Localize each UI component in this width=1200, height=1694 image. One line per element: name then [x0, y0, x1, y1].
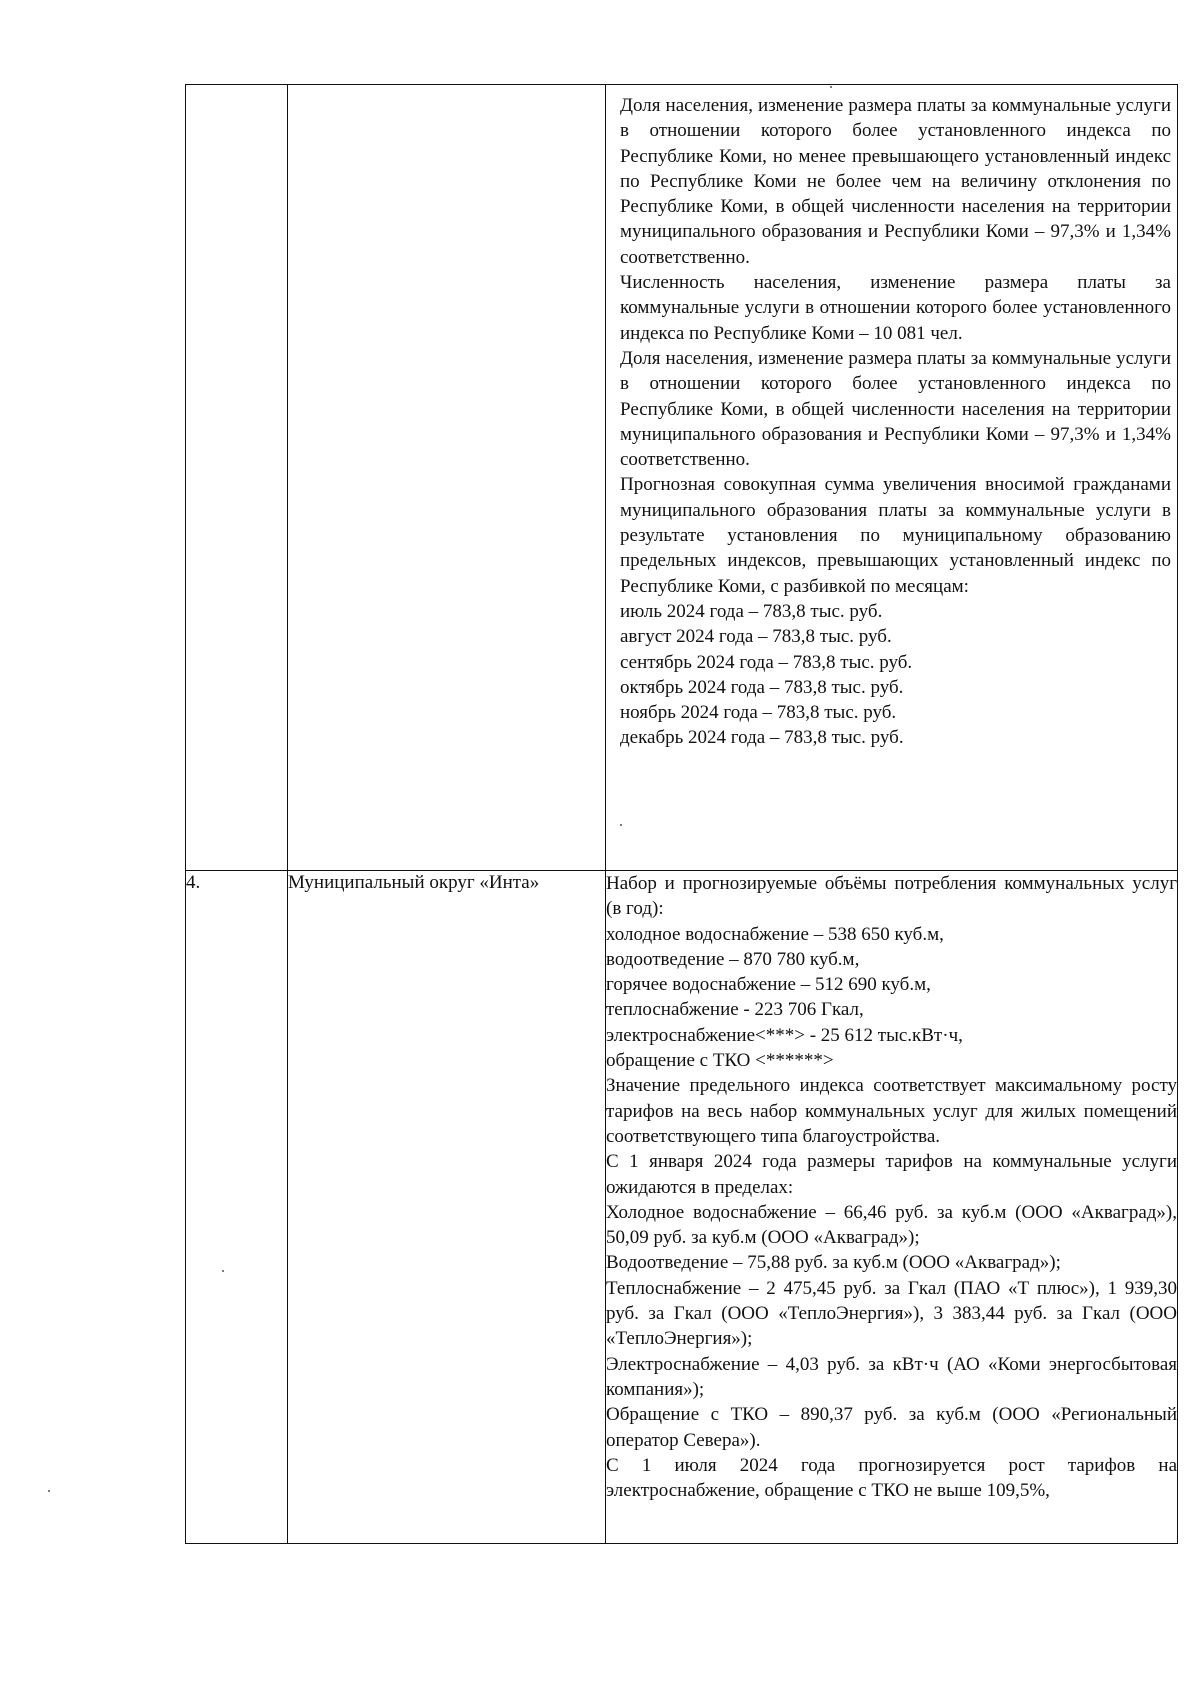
monthly-amount: август 2024 года – 783,8 тыс. руб. [620, 626, 892, 648]
share-paragraph: Доля населения, изменение размера платы за коммунальные услуги в отношении которого более установленного индекса по Республике Коми, но менее превышающего установленный индекс по Республике Коми не более чем на величину отклонения по Республике Коми, в общей численности населения на территории муниципального образования и Республики Коми – 97,3% и 1,34% соответственно. [620, 95, 1171, 268]
table-row [186, 85, 1178, 871]
population-paragraph: Численность населения, изменение размера платы за коммунальные услуги в отношении которого более установленного индекса по Республике Коми – 10 081 чел. [620, 272, 1171, 344]
monthly-amount: сентябрь 2024 года – 783,8 тыс. руб. [620, 651, 913, 673]
consumption-volume: теплоснабжение - 223 706 Гкал, [606, 999, 864, 1021]
description-cell [606, 85, 1178, 871]
row-number: 4. [186, 872, 201, 893]
data-table [185, 84, 1178, 1544]
table-row [186, 871, 1178, 1544]
tariff-paragraph: Холодное водоснабжение – 66,46 руб. за куб.м (ООО «Акваград»), 50,09 руб. за куб.м (ООО «Акваград»); [606, 1201, 1177, 1249]
row-number-cell [186, 85, 288, 871]
tariff-paragraph: Обращение с ТКО – 890,37 руб. за куб.м (ООО «Региональный оператор Севера»). [606, 1404, 1177, 1451]
consumption-volume: водоотведение – 870 780 куб.м, [606, 948, 860, 970]
tariff-paragraph: Теплоснабжение – 2 475,45 руб. за Гкал (ПАО «Т плюс»), 1 939,30 руб. за Гкал (ООО «ТеплоЭнергия»), 3 383,44 руб. за Гкал (ООО «ТеплоЭнергия»); [606, 1277, 1177, 1350]
monthly-amount: июль 2024 года – 783,8 тыс. руб. [620, 600, 883, 622]
tariff-growth-paragraph: С 1 июля 2024 года прогнозируется рост тарифов на электроснабжение, обращение с ТКО не выше 109,5%, [606, 1454, 1177, 1502]
monthly-amount: ноябрь 2024 года – 783,8 тыс. руб. [620, 702, 897, 724]
tariff-paragraph: Водоотведение – 75,88 руб. за куб.м (ООО «Акваград»); [606, 1252, 1061, 1274]
consumption-volume: обращение с ТКО <******> [606, 1050, 834, 1072]
tariff-paragraph: Электроснабжение – 4,03 руб. за кВт·ч (АО «Коми энергосбытовая компания»); [606, 1353, 1177, 1400]
consumption-intro: Набор и прогнозируемые объёмы потребления коммунальных услуг (в год): [606, 873, 1177, 920]
consumption-volume: горячее водоснабжение – 512 690 куб.м, [606, 974, 931, 996]
index-paragraph: Значение предельного индекса соответствует максимальному росту тарифов на весь набор коммунальных услуг для жилых помещений соответствующего типа благоустройства. [606, 1075, 1177, 1147]
monthly-amount: октябрь 2024 года – 783,8 тыс. руб. [620, 676, 904, 698]
scan-speck [48, 1490, 50, 1492]
monthly-amount: декабрь 2024 года – 783,8 тыс. руб. [620, 727, 904, 749]
municipality-cell [288, 85, 606, 871]
municipality-name: Муниципальный округ «Инта» [288, 872, 540, 893]
consumption-volume: электроснабжение<***> - 25 612 тыс.кВт·ч, [606, 1024, 963, 1046]
share-paragraph: Доля населения, изменение размера платы за коммунальные услуги в отношении которого более установленного индекса по Республике Коми, в общей численности населения на территории муниципального образования и Республики Коми – 97,3% и 1,34% соответственно. [620, 347, 1171, 471]
description-cell [606, 871, 1178, 1544]
row-number-cell [186, 871, 288, 1544]
municipality-cell [288, 871, 606, 1544]
tariff-intro: С 1 января 2024 года размеры тарифов на коммунальные услуги ожидаются в пределах: [606, 1151, 1177, 1198]
forecast-paragraph: Прогнозная совокупная сумма увеличения вносимой гражданами муниципального образования платы за коммунальные услуги в результате установления по муниципальному образованию предельных индексов, превышающих установленный индекс по Республике Коми, с разбивкой по месяцам: [620, 474, 1171, 597]
consumption-volume: холодное водоснабжение – 538 650 куб.м, [606, 923, 944, 945]
